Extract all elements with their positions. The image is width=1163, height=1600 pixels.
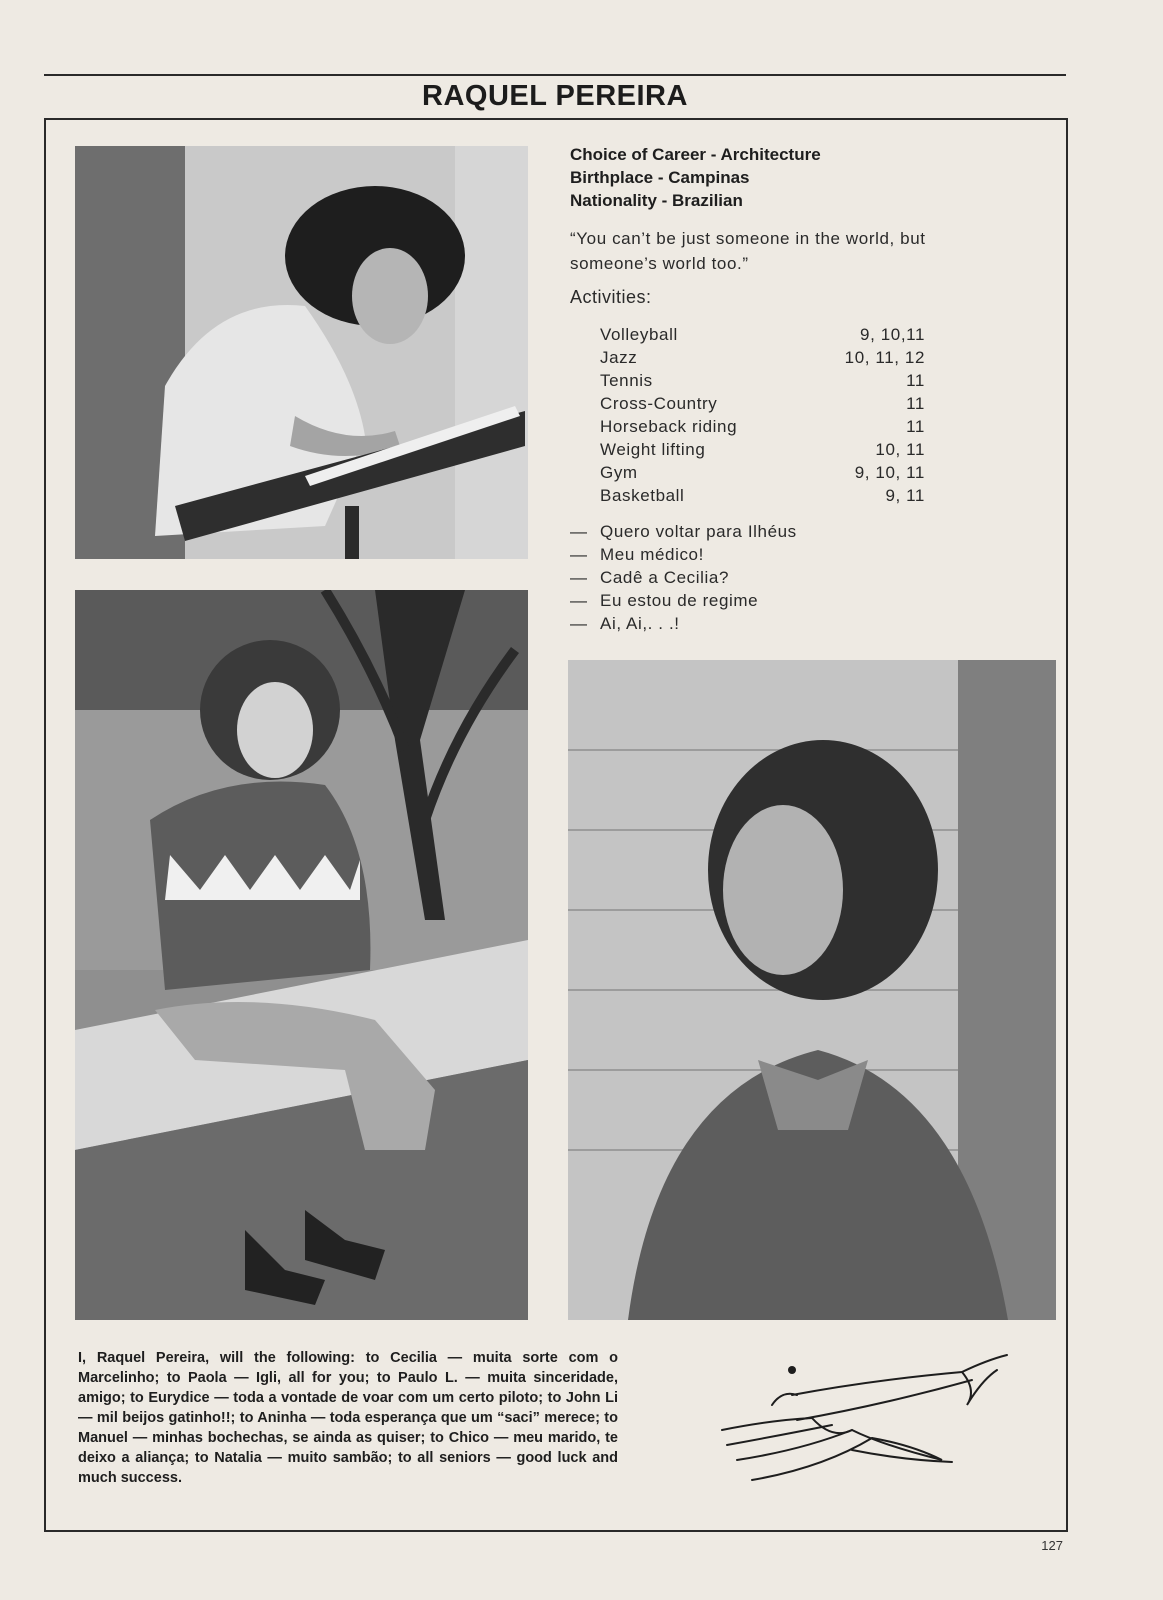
activities-list [600,323,925,507]
saying-dash: — [570,522,588,541]
saying-item [570,566,797,589]
saying-dash: — [570,591,588,610]
saying-item [570,589,797,612]
activity-row [600,415,925,438]
activity-name: Basketball [600,486,685,505]
saying-item [570,520,797,543]
activity-years: 9, 10,11 [860,325,925,344]
activity-name: Weight lifting [600,440,706,459]
saying-text: Quero voltar para Ilhéus [600,522,797,541]
activity-years: 9, 11 [885,486,925,505]
hand-sketch-icon [712,1350,1022,1490]
saying-dash: — [570,614,588,633]
saying-text: Cadê a Cecilia? [600,568,730,587]
sayings-list [570,520,797,635]
saying-item [570,612,797,635]
activity-row [600,461,925,484]
activity-name: Horseback riding [600,417,738,436]
saying-text: Eu estou de regime [600,591,759,610]
page-number: 127 [1041,1538,1063,1553]
activities-label: Activities: [570,287,652,307]
fact-career: Choice of Career - Architecture [570,145,821,164]
activity-years: 11 [906,417,925,436]
activity-name: Gym [600,463,638,482]
activity-years: 11 [906,371,925,390]
activity-years: 10, 11, 12 [844,348,925,367]
saying-text: Ai, Ai,. . .! [600,614,680,633]
activity-row [600,346,925,369]
student-name: RAQUEL PEREIRA [422,80,688,112]
student-facts [570,143,821,212]
last-will-text: I, Raquel Pereira, will the following: to Cecilia — muita sorte com o Marcelinho; to Paola — Igli, all for you; to Paulo L. — muita sinceridade, amigo; to Eurydice — toda a vontade de voar com um certo piloto; to John Li — mil beijos gatinho!!; to Aninha — toda esperança que um “saci” merece; to Manuel — minhas bochechas, se ainda as quiser; to Chico — meu marido, te deixo a aliança; to Natalia — muito sambão; to all seniors — good luck and much success. [78,1350,618,1486]
activity-name: Volleyball [600,325,678,344]
activity-row [600,392,925,415]
activity-name: Tennis [600,371,653,390]
activity-name: Cross-Country [600,394,718,413]
photo-sitting-on-ledge [75,590,528,1320]
activity-row [600,438,925,461]
top-rule [44,74,1066,76]
activity-name: Jazz [600,348,638,367]
activity-years: 10, 11 [875,440,925,459]
photo-portrait-by-wall [568,660,1056,1320]
saying-dash: — [570,568,588,587]
saying-text: Meu médico! [600,545,704,564]
activity-row [600,484,925,507]
fact-birthplace: Birthplace - Campinas [570,168,750,187]
saying-item [570,543,797,566]
activity-row [600,323,925,346]
activity-years: 9, 10, 11 [854,463,925,482]
photo-drawing-at-desk [75,146,528,559]
saying-dash: — [570,545,588,564]
activity-years: 11 [906,394,925,413]
fact-nationality: Nationality - Brazilian [570,191,743,210]
activity-row [600,369,925,392]
senior-quote: “You can’t be just someone in the world, but someone’s world too.” [570,229,926,273]
